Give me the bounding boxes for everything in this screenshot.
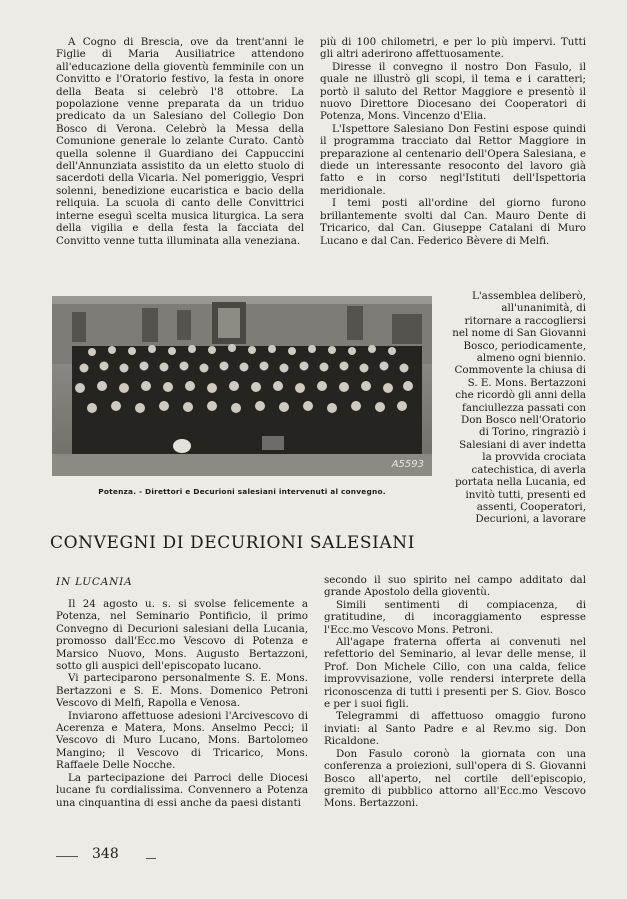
group-photo (52, 296, 432, 476)
paragraph: Diresse il convegno il nostro Don Fasulo, il quale ne illustrò gli scopi, il tema e i caratteri; portò il saluto del Rettor Maggiore e presentò il nuovo Direttore Diocesano dei Cooperatori di Potenza, Mons. Vincenzo d'Elia. (320, 60, 586, 123)
page-number: 348 (92, 846, 119, 862)
top-left-column (56, 36, 304, 247)
photo-archive-number: A5593 (391, 459, 424, 470)
photo-caption: Potenza. - Direttori e Decurioni salesiani intervenuti al convegno. (98, 487, 386, 496)
photo-side-column (452, 290, 586, 526)
paragraph: Simili sentimenti di compiacenza, di gratitudine, di incoraggiamento espresse l'Ecc.mo Vescovo Mons. Petroni. (324, 598, 586, 636)
paragraph: Inviarono affettuose adesioni l'Arcivescovo di Acerenza e Matera, Mons. Anselmo Pecci; il Vescovo di Muro Lucano, Mons. Bartolomeo Mangino; il Vescovo di Tricarico, Mons. Raffaele Delle Nocche. (56, 709, 308, 772)
paragraph: All'agape fraterna offerta ai convenuti nel refettorio del Seminario, al levar delle mense, il Prof. Don Michele Cillo, con una calda, felice improvvisazione, volle rendersi interprete della riconoscenza di tutti i presenti per S. Giov. Bosco e per i suoi figli. (324, 636, 586, 711)
paragraph: Don Fasulo coronò la giornata con una conferenza a proiezioni, sull'opera di S. Giovanni Bosco all'aperto, nel cortile dell'episcopio, gremito di pubblico attorno all'Ecc.mo Vescovo Mons. Bertazzoni. (324, 747, 586, 810)
page-number-dash-left (56, 856, 78, 857)
paragraph: Vi parteciparono personalmente S. E. Mons. Bertazzoni e S. E. Mons. Domenico Petroni Vescovo di Melfi, Rapolla e Venosa. (56, 672, 308, 710)
paragraph: Telegrammi di affettuoso omaggio furono inviati: al Santo Padre e al Rev.mo sig. Don Ricaldone. (324, 710, 586, 748)
paragraph: L'assemblea deliberò, all'unanimità, di ritornare a raccogliersi nel nome di San Giovanni Bosco, periodicamente, almeno ogni biennio. Commovente la chiusa di S. E. Mons. Bertazzoni che ricordò gli anni della fanciullezza passati con Don Bosco nell'Oratorio di Torino, ringraziò i Salesiani di aver indetta la provvida crociata catechistica, di averla portata nella Lucania, ed invitò tutti, presenti ed assenti, Cooperatori, Decurioni, a lavorare (452, 290, 586, 526)
paragraph: L'Ispettore Salesiano Don Festini espose quindi il programma tracciato dal Rettor Maggiore in preparazione al centenario dell'Opera Salesiana, e diede un interessante resoconto del lavoro già fatto e in corso negl'Istituti dell'Ispettoria meridionale. (320, 122, 586, 197)
paragraph: più di 100 chilometri, e per lo più impervi. Tutti gli altri aderirono affettuosamente. (320, 36, 586, 61)
bottom-left-column (56, 598, 308, 809)
paragraph: I temi posti all'ordine del giorno furono brillantemente svolti dal Can. Mauro Dente di Tricarico, dal Can. Giuseppe Catalani di Muro Lucano e dal Can. Federico Bèvere di Melfi. (320, 197, 586, 247)
paragraph: Il 24 agosto u. s. si svolse felicemente a Potenza, nel Seminario Pontificio, il primo Convegno di Decurioni salesiani della Lucania, promosso dall'Ecc.mo Vescovo di Potenza e Marsico Nuovo, Mons. Augusto Bertazzoni, sotto gli auspici dell'episcopato lucano. (56, 598, 308, 673)
page-number-dash-right (146, 858, 156, 859)
bottom-right-column (324, 574, 586, 810)
article-heading: CONVEGNI DI DECURIONI SALESIANI (50, 533, 416, 553)
paragraph: A Cogno di Brescia, ove da trent'anni le Figlie di Maria Ausiliatrice attendono all'educazione della gioventù femminile con un Convitto e l'Oratorio festivo, la festa in onore della Beata si celebrò l'8 ottobre. La popolazione venne preparata da un triduo predicato da un Salesiano del Collegio Don Bosco di Verona. Celebrò la Messa della Comunione generale lo zelante Curato. Cantò quella solenne il Guardiano dei Cappuccini dell'Annunziata assistito da un eletto stuolo di sacerdoti della Vicaria. Nel pomeriggio, Vespri solenni, benedizione eucaristica e bacio della reliquia. La scuola di canto delle Convittrici interne eseguì scelta musica liturgica. La sera della vigilia e della festa la facciata del Convitto venne tutta illuminata alla veneziana. (56, 36, 304, 247)
group-photo-image (52, 296, 432, 476)
top-right-column (320, 36, 586, 247)
paragraph: La partecipazione dei Parroci delle Diocesi lucane fu cordialissima. Convennero a Potenza una cinquantina di essi anche da paesi distanti (56, 771, 308, 809)
paragraph: secondo il suo spirito nel campo additato dal grande Apostolo della gioventù. (324, 574, 586, 599)
article-subheading: IN LUCANIA (56, 576, 133, 588)
